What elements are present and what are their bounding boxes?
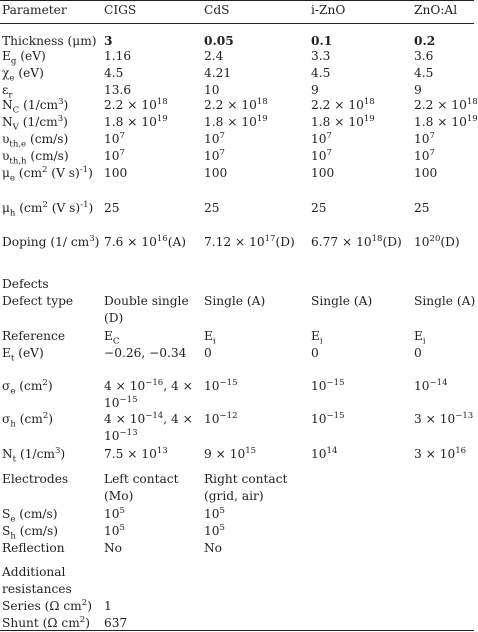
cell-parameter: Reference bbox=[2, 329, 66, 343]
column-header-cds: CdS bbox=[204, 3, 230, 17]
cell-izno: $10^7$ bbox=[311, 147, 332, 163]
cell-znoal: $E_i$ bbox=[414, 329, 426, 347]
cell-parameter: $\chi_e$ (eV) bbox=[2, 66, 44, 84]
cell-parameter: $\sigma_e$ $(cm^2)$ bbox=[2, 377, 53, 397]
cell-cds: 10 bbox=[204, 83, 220, 97]
cell-parameter: Defects bbox=[2, 277, 49, 291]
cell-parameter: $S_h$ (cm/s) bbox=[2, 524, 58, 542]
cell-cds: $1.8 \times 10^{19}$ bbox=[204, 113, 268, 129]
cell-izno: 0 bbox=[311, 346, 319, 360]
cell-cds: Single (A) bbox=[204, 294, 266, 308]
cell-cigs: $E_C$ bbox=[104, 329, 120, 347]
cell-izno: $10^{-15}$ bbox=[311, 410, 345, 426]
cell-parameter: $\mu_e$ ($cm^2$ (V s)$^{-1}$) bbox=[2, 164, 93, 184]
cell-znoal: 3.6 bbox=[414, 49, 434, 63]
cell-cds: 4.21 bbox=[204, 66, 232, 80]
cell-izno: $E_i$ bbox=[311, 329, 323, 347]
cell-cds: 100 bbox=[204, 166, 228, 180]
cell-izno: 9 bbox=[311, 83, 319, 97]
cell-cigs: $10^7$ bbox=[104, 147, 125, 163]
cell-cigs: $7.6 \times 10^{16}(A)$ bbox=[104, 233, 187, 249]
cell-cigs: $10^5$ bbox=[104, 505, 125, 521]
cell-cds: Right contact (grid, air) bbox=[204, 472, 288, 503]
cell-izno: $10^7$ bbox=[311, 130, 332, 146]
cell-izno: $6.77 \times 10^{18}(D)$ bbox=[311, 233, 402, 249]
cell-cigs: $4 \times 10^{-16}$, $4 \times 10^{-15}$ bbox=[104, 377, 193, 410]
table-header-rule bbox=[0, 23, 474, 24]
cell-cds: $2.2 \times 10^{18}$ bbox=[204, 96, 268, 112]
cell-znoal: $3 \times 10^{16}$ bbox=[414, 445, 467, 461]
cell-cds: No bbox=[204, 541, 223, 555]
cell-cds: 0.05 bbox=[204, 34, 234, 48]
cell-cigs: $10^5$ bbox=[104, 522, 125, 538]
cell-parameter: Shunt (Ω $cm^2$) bbox=[2, 614, 90, 630]
cell-parameter: $N_V$ $(1/cm^3)$ bbox=[2, 113, 68, 133]
cell-cigs: $2.2 \times 10^{18}$ bbox=[104, 96, 168, 112]
column-header-izno: i-ZnO bbox=[311, 3, 346, 17]
cell-parameter: $E_g$ (eV) bbox=[2, 49, 46, 67]
cell-izno: 4.5 bbox=[311, 66, 331, 80]
cell-znoal: $10^7$ bbox=[414, 147, 435, 163]
cell-parameter: Electrodes bbox=[2, 472, 69, 486]
cell-parameter: Series (Ω $cm^2$) bbox=[2, 597, 92, 613]
cell-cigs: $4 \times 10^{-14}$, $4 \times 10^{-13}$ bbox=[104, 410, 193, 443]
cell-cds: $7.12 \times 10^{17}(D)$ bbox=[204, 233, 295, 249]
cell-znoal: 4.5 bbox=[414, 66, 434, 80]
cell-cigs: 13.6 bbox=[104, 83, 132, 97]
cell-izno: $2.2 \times 10^{18}$ bbox=[311, 96, 375, 112]
cell-znoal: $10^{-14}$ bbox=[414, 377, 448, 393]
cell-cigs: 100 bbox=[104, 166, 128, 180]
cell-parameter: $\upsilon_{th,h}$ (cm/s) bbox=[2, 149, 69, 167]
cell-cigs: $7.5 \times 10^{13}$ bbox=[104, 445, 168, 461]
cell-znoal: $2.2 \times 10^{18}$ bbox=[414, 96, 478, 112]
cell-parameter: $E_t$ (eV) bbox=[2, 346, 44, 364]
cell-znoal: $10^{20}(D)$ bbox=[414, 233, 460, 249]
cell-cigs: No bbox=[104, 541, 123, 555]
cell-cds: $10^5$ bbox=[204, 522, 225, 538]
cell-znoal: Single (A) bbox=[414, 294, 476, 308]
cell-znoal: $3 \times 10^{-13}$ bbox=[414, 410, 474, 426]
cell-parameter: $S_e$ (cm/s) bbox=[2, 507, 58, 525]
cell-cds: 0 bbox=[204, 346, 212, 360]
cell-cds: 25 bbox=[204, 201, 220, 215]
cell-parameter: Reflection bbox=[2, 541, 65, 555]
cell-parameter: Thickness (μm) bbox=[2, 34, 97, 48]
cell-parameter: Defect type bbox=[2, 294, 74, 308]
cell-cigs: 1.16 bbox=[104, 49, 132, 63]
cell-cigs: 25 bbox=[104, 201, 120, 215]
cell-cigs: −0.26, −0.34 bbox=[104, 346, 187, 360]
cell-cigs: 3 bbox=[104, 34, 113, 48]
cell-parameter: $\sigma_h$ $(cm^2)$ bbox=[2, 410, 54, 430]
cell-cds: $10^5$ bbox=[204, 505, 225, 521]
cell-parameter: Additional resistances bbox=[2, 565, 72, 596]
cell-izno: 100 bbox=[311, 166, 335, 180]
cell-izno: 0.1 bbox=[311, 34, 333, 48]
cell-cigs: Left contact (Mo) bbox=[104, 472, 179, 503]
cell-parameter: $N_C$ $(1/cm^3)$ bbox=[2, 96, 69, 116]
cell-parameter: $\mu_h$ ($cm^2$ (V s)$^{-1}$) bbox=[2, 199, 94, 219]
cell-izno: Single (A) bbox=[311, 294, 373, 308]
column-header-cigs: CIGS bbox=[104, 3, 137, 17]
cell-izno: $10^{14}$ bbox=[311, 445, 338, 461]
cell-znoal: 100 bbox=[414, 166, 438, 180]
cell-izno: $1.8 \times 10^{19}$ bbox=[311, 113, 375, 129]
cell-cigs: 637 bbox=[104, 616, 128, 630]
cell-cds: $E_i$ bbox=[204, 329, 216, 347]
column-header-parameter: Parameter bbox=[2, 3, 67, 17]
cell-cds: $10^7$ bbox=[204, 147, 225, 163]
cell-znoal: 0 bbox=[414, 346, 422, 360]
cell-znoal: $10^7$ bbox=[414, 130, 435, 146]
cell-cigs: $1.8 \times 10^{19}$ bbox=[104, 113, 168, 129]
cell-cigs: Double single (D) bbox=[104, 294, 189, 325]
cell-cds: $9 \times 10^{15}$ bbox=[204, 445, 257, 461]
cell-znoal: 25 bbox=[414, 201, 430, 215]
cell-parameter: $N_t$ $(1/cm^3)$ bbox=[2, 445, 66, 465]
cell-znoal: 9 bbox=[414, 83, 422, 97]
cell-parameter: $\upsilon_{th,e}$ (cm/s) bbox=[2, 132, 69, 150]
cell-znoal: $1.8 \times 10^{19}$ bbox=[414, 113, 478, 129]
cell-cigs: 1 bbox=[104, 599, 112, 613]
cell-znoal: 0.2 bbox=[414, 34, 436, 48]
cell-parameter: Doping (1/ $cm^3$) bbox=[2, 233, 100, 249]
cell-cigs: $10^7$ bbox=[104, 130, 125, 146]
cell-parameter: $\varepsilon_r$ bbox=[2, 83, 13, 101]
cell-cds: $10^7$ bbox=[204, 130, 225, 146]
cell-cigs: 4.5 bbox=[104, 66, 124, 80]
cell-izno: 25 bbox=[311, 201, 327, 215]
table-top-rule bbox=[0, 0, 474, 1]
cell-cds: $10^{-15}$ bbox=[204, 377, 238, 393]
cell-cds: $10^{-12}$ bbox=[204, 410, 238, 426]
cell-izno: 3.3 bbox=[311, 49, 331, 63]
column-header-znoal: ZnO:Al bbox=[414, 3, 458, 17]
cell-cds: 2.4 bbox=[204, 49, 224, 63]
cell-izno: $10^{-15}$ bbox=[311, 377, 345, 393]
